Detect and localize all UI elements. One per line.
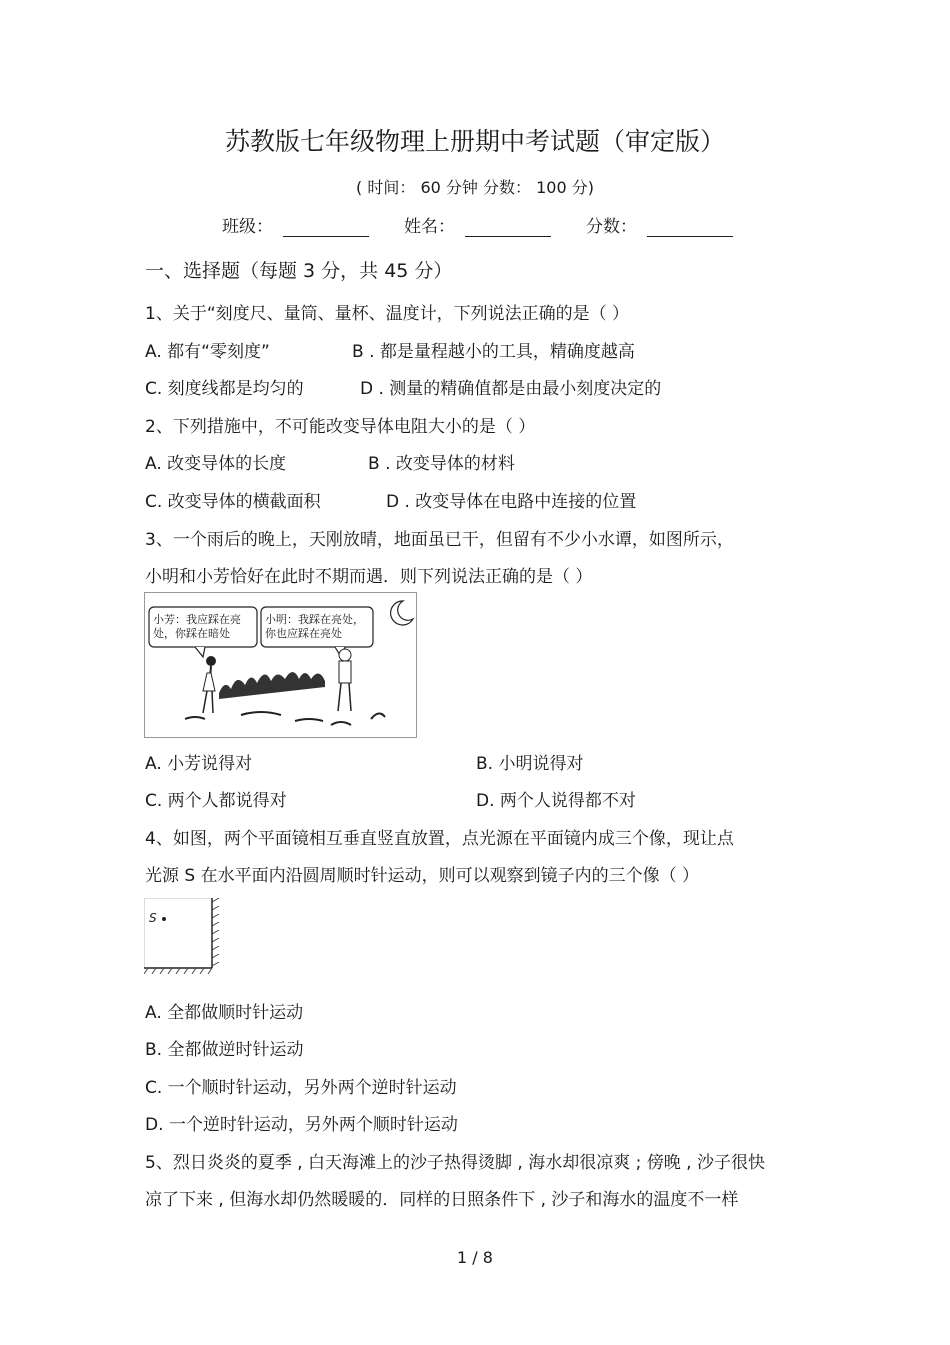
score-field [586,212,733,237]
light-source-dot [162,917,166,921]
q2-option-d: D . 改变导体在电路中连接的位置 [386,492,637,512]
q1-option-d: D . 测量的精确值都是由最小刻度决定的 [360,379,662,399]
q3-option-d: D. 两个人说得都不对 [476,791,636,811]
q3-figure [144,592,417,738]
light-source-label: S [149,911,157,925]
q3-stem-line2: 小明和小芳恰好在此时不期而遇．则下列说法正确的是（ ） [145,567,593,587]
name-label: 姓名： [404,217,455,237]
page-title: 苏教版七年级物理上册期中考试题（审定版） [224,127,725,156]
q3-option-a: A. 小芳说得对 [145,754,253,774]
q5-line2: 凉了下来 , 但海水却仍然暖暖的．同样的日照条件下 , 沙子和海水的温度不一样 [145,1190,739,1210]
q5-line1: 5、烈日炎炎的夏季 , 白天海滩上的沙子热得烫脚 , 海水却很凉爽 ; 傍晚 , 沙子很快 [145,1153,765,1173]
q3-stem-line1: 3、一个雨后的晚上，天刚放晴，地面虽已干，但留有不少小水谭，如图所示， [145,530,734,550]
q4-stem-line1: 4、如图，两个平面镜相互垂直竖直放置，点光源在平面镜内成三个像，现让点 [145,829,734,849]
page-number: 1 / 8 [457,1248,493,1267]
q4-option-c: C. 一个顺时针运动，另外两个逆时针运动 [145,1078,457,1098]
q4-stem-line2: 光源 S 在水平面内沿圆周顺时针运动，则可以观察到镜子内的三个像（ ） [145,866,700,886]
class-field [222,212,369,237]
q1-option-c: C. 刻度线都是均匀的 [145,379,304,399]
q2-stem: 2、下列措施中，不可能改变导体电阻大小的是（ ） [145,417,536,437]
exam-meta: ( 时间： 60 分钟 分数： 100 分) [356,178,594,197]
q1-option-a: A. 都有“零刻度” [145,342,270,362]
q4-figure [144,898,220,974]
q1-stem: 1、关于“刻度尺、量筒、量杯、温度计，下列说法正确的是（ ） [145,304,630,324]
q3-option-c: C. 两个人都说得对 [145,791,287,811]
q3-option-b: B. 小明说得对 [476,754,584,774]
name-blank[interactable] [465,218,551,237]
class-label: 班级： [222,217,273,237]
bubble-right-text: 小明：我踩在亮处，你也应踩在亮处 [265,613,364,640]
q1-option-b: B . 都是量程越小的工具，精确度越高 [352,342,635,362]
name-field [404,212,551,237]
q4-option-a: A. 全都做顺时针运动 [145,1003,304,1023]
q2-option-c: C. 改变导体的横截面积 [145,492,321,512]
q4-mirror-diagram [144,898,220,974]
q4-option-b: B. 全都做逆时针运动 [145,1040,304,1060]
score-label: 分数： [586,217,637,237]
q4-option-d: D. 一个逆时针运动，另外两个顺时针运动 [145,1115,458,1135]
class-blank[interactable] [283,218,369,237]
score-blank[interactable] [647,218,733,237]
section-heading: 一、选择题（每题 3 分，共 45 分） [145,260,453,282]
q2-option-a: A. 改变导体的长度 [145,454,287,474]
q2-option-b: B . 改变导体的材料 [368,454,515,474]
bubble-left-text: 小芳：我应踩在亮处，你踩在暗处 [153,613,241,640]
